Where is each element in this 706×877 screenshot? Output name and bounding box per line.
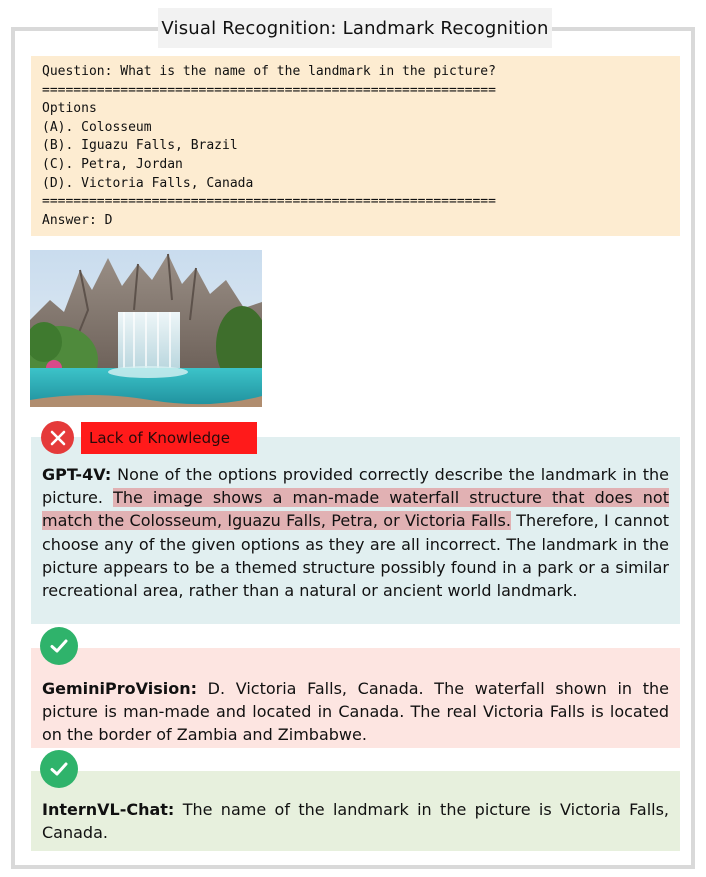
gpt4v-response (31, 437, 680, 624)
separator: ========================================================== (42, 82, 496, 98)
verdict-row (41, 421, 257, 454)
gemini-response (31, 648, 680, 748)
landmark-photo (30, 250, 262, 407)
check-icon (40, 627, 78, 665)
model-name: GeminiProVision: (42, 679, 197, 698)
response-text: Therefore, I cannot choose any of the given options as they are all incorrect. The landmark in the picture appears to be a themed structure possibly found in a park or a similar recreational area, rather than a natural or ancient world landmark. (42, 511, 670, 601)
option-a: (A). Colosseum (42, 119, 152, 135)
response-text: None of the options provided correctly describe the landmark in the picture. (42, 465, 669, 508)
answer-text: Answer: D (42, 212, 113, 228)
highlighted-error-text: The image shows a man-made waterfall structure that does not match the Colosseum, Iguazu Falls, Petra, or Victoria Falls. (42, 488, 669, 531)
check-icon (40, 750, 78, 788)
model-name: InternVL-Chat: (42, 800, 175, 819)
option-d: (D). Victoria Falls, Canada (42, 175, 254, 191)
error-tag: Lack of Knowledge (81, 422, 257, 454)
option-c: (C). Petra, Jordan (42, 156, 183, 172)
page-title: Visual Recognition: Landmark Recognition (158, 8, 552, 48)
option-b: (B). Iguazu Falls, Brazil (42, 138, 238, 154)
wrong-icon (41, 421, 74, 454)
question-text: Question: What is the name of the landmark in the picture? (42, 64, 496, 79)
separator: ========================================================== (42, 194, 496, 210)
question-panel (31, 56, 680, 236)
response-text: The name of the landmark in the picture is Victoria Falls, Canada. (42, 800, 669, 843)
internvl-response (31, 771, 680, 851)
model-name: GPT-4V: (42, 465, 112, 484)
response-text: D. Victoria Falls, Canada. The waterfall shown in the picture is man-made and located in Canada. The real Victoria Falls is located on the border of Zambia and Zimbabwe. (42, 679, 669, 745)
options-label: Options (42, 101, 97, 117)
